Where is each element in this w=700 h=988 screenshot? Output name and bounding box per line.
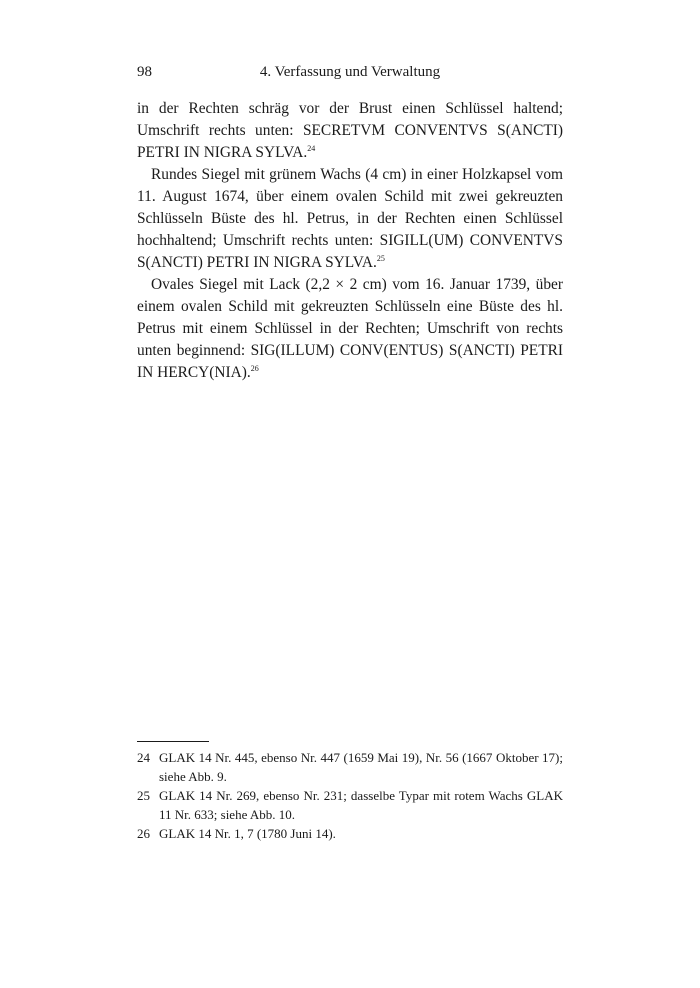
paragraph-text: Ovales Siegel mit Lack (2,2 × 2 cm) vom 16. Januar 1739, über einem ovalen Schild mit gekreuzten Schlüsseln eine Büste des hl. Petrus mit einem Schlüssel in der Rechten; Umschrift von rechts unten beginnend: SIG(ILLUM) CONV(ENTUS) S(ANCTI) PETRI IN HERCY(NIA).	[137, 276, 563, 381]
main-text	[137, 98, 563, 384]
running-head: 4. Verfassung und Verwaltung	[259, 64, 441, 80]
footnote-separator	[137, 741, 209, 742]
footnote-text: GLAK 14 Nr. 1, 7 (1780 Juni 14).	[159, 826, 336, 841]
footnote-reference[interactable]: 26	[250, 364, 259, 373]
footnote-text: GLAK 14 Nr. 269, ebenso Nr. 231; dasselbe Typar mit rotem Wachs GLAK 11 Nr. 633; siehe Abb. 10.	[159, 788, 563, 822]
paragraph-seal-description-3	[137, 274, 563, 384]
footnote-number: 26	[137, 826, 150, 841]
footnote-number: 25	[137, 788, 150, 803]
footnote-reference[interactable]: 24	[307, 144, 316, 153]
footnote	[137, 786, 563, 824]
footnote	[137, 748, 563, 786]
paragraph-seal-description-2	[137, 164, 563, 274]
page-number: 98	[137, 64, 152, 80]
footnote-reference[interactable]: 25	[376, 254, 385, 263]
paragraph-seal-description-1	[137, 98, 563, 164]
footnote-number: 24	[137, 750, 150, 765]
paragraph-text: Rundes Siegel mit grünem Wachs (4 cm) in einer Holzkapsel vom 11. August 1674, über einem ovalen Schild mit zwei gekreuzten Schlüsseln Büste des hl. Petrus, in der Rechten einen Schlüssel hochhaltend; Umschrift rechts unten: SIGILL(UM) CONVENTVS S(ANCTI) PETRI IN NIGRA SYLVA.	[137, 166, 563, 271]
paragraph-text: in der Rechten schräg vor der Brust einen Schlüssel haltend; Umschrift rechts unten: SECRETVM CONVENTVS S(ANCTI) PETRI IN NIGRA SYLVA.	[137, 100, 563, 161]
footnote	[137, 824, 563, 843]
footnote-text: GLAK 14 Nr. 445, ebenso Nr. 447 (1659 Mai 19), Nr. 56 (1667 Oktober 17); siehe Abb. 9.	[159, 750, 563, 784]
footnotes	[137, 748, 563, 843]
